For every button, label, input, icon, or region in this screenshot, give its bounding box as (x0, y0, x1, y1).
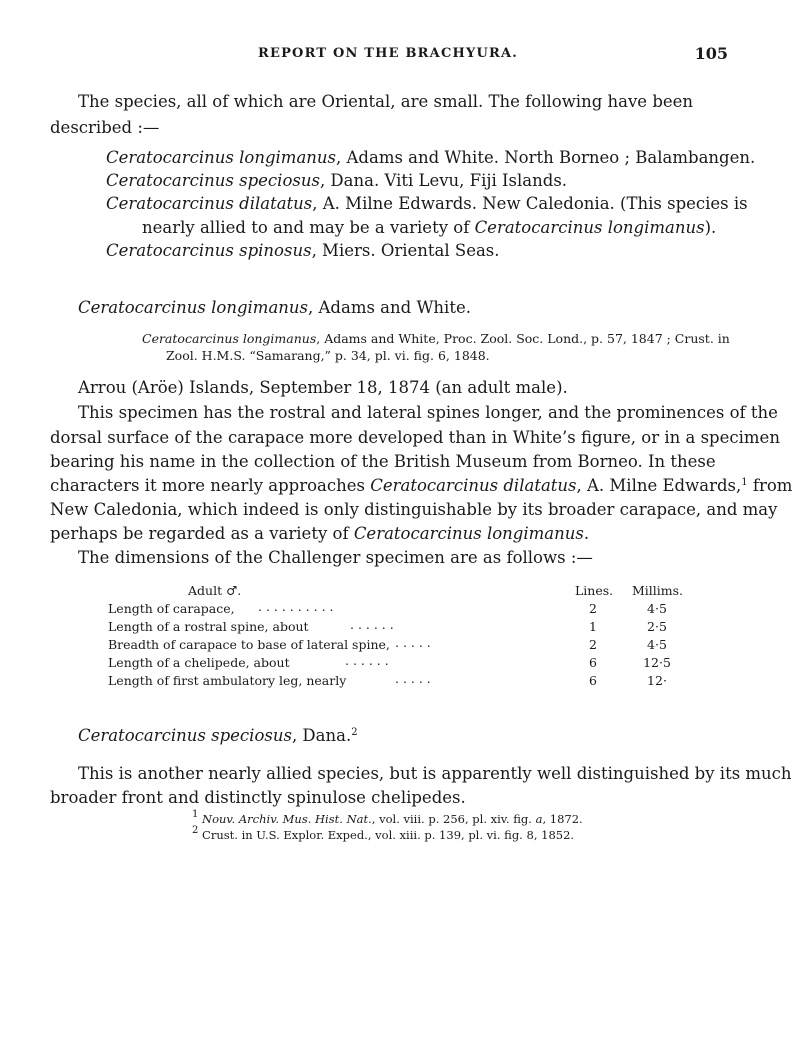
species-name: Ceratocarcinus speciosus (106, 171, 320, 190)
section-heading-longimanus: Ceratocarcinus longimanus, Adams and White. (78, 298, 471, 317)
species-list-item: Ceratocarcinus speciosus, Dana. Viti Levu, Fiji Islands. (106, 171, 568, 190)
intro-line-1: The species, all of which are Oriental, are small. The following have been (78, 92, 694, 111)
footnote-ref-1: 1 (741, 477, 748, 488)
footnote-1: $^1$ Nouv. Archiv. Mus. Hist. Nat., vol. viii. p. 256, pl. xiv. fig. a, 1872. (192, 809, 583, 826)
page: REPORT ON THE BRACHYURA. 105 The species, all of which are Oriental, are small. The following have been described :— Ceratocarcinus longimanus, Adams and White. North Borneo ; Balambangen. Ceratocarcinus speciosus, Dana. Viti Levu, Fiji Islands. Ceratocarcinus dilatatus, A. Milne Edwards. New Caledonia. (This species is nearly allied to and may be a variety of Ceratocarcinus longimanus). Ceratocarcinus spinosus, Miers. Oriental Seas. Ceratocarcinus longimanus, Adams and White. Ceratocarcinus longimanus, Adams and White, Proc. Zool. Soc. Lond., p. 57, 1847 ; Crust. in Zool. H.M.S. “Samarang,” p. 34, pl. vi. fig. 6, 1848. Arrou (Aröe) Islands, September 18, 1874 (an adult male). This specimen has the rostral and lateral spines longer, and the prominences of the dorsal surface of the carapace more developed than in White’s figure, or in a specimen bearing his name in the collection of the British Museum from Borneo. In these characters it more nearly approaches Ceratocarcinus dilatatus, A. Milne Edwards,$^1$ from New Caledonia, which indeed is only distinguishable by its broader carapace, and may perhaps be regarded as a variety of Ceratocarcinus longimanus. The dimensions of the Challenger specimen are as follows :— Adult ♂. Lines. Millims. Length of carapace, . . . . . . . . . . 2 4·5 Length of a rostral spine, about . . . . . . 1 2·5 Breadth of carapace to base of lateral spine, . . . . . 2 4·5 Length of a chelipede, about . . . . . . 6 12·5 Length of first ambulatory leg, nearly . . . . . 6 12· Ceratocarcinus speciosus, Dana.$^2$ This is another nearly allied species, but is apparently well distinguished by its much broader front and distinctly spinulose chelipedes. $^1$ Nouv. Archiv. Mus. Hist. Nat., vol. viii. p. 256, pl. xiv. fig. a, 1872. $^2$ Crust. in U.S. Explor. Exped., vol. xiii. p. 139, pl. vi. fig. 8, 1852. (0, 0, 776, 1050)
species-name: Ceratocarcinus spinosus (106, 241, 312, 260)
section-heading-speciosus: Ceratocarcinus speciosus, Dana.$^2$ (78, 726, 358, 745)
paragraph-line: bearing his name in the collection of the British Museum from Borneo. In these (50, 452, 716, 471)
species-list-item: Ceratocarcinus longimanus, Adams and White. North Borneo ; Balambangen. (106, 148, 756, 167)
running-header-title: REPORT ON THE BRACHYURA. (257, 46, 519, 61)
table-caption: Adult ♂. (188, 583, 242, 598)
reference-line-2: Zool. H.M.S. “Samarang,” p. 34, pl. vi. fig. 6, 1848. (166, 348, 490, 363)
reference-line-1: Ceratocarcinus longimanus, Adams and White, Proc. Zool. Soc. Lond., p. 57, 1847 ; Crust. in (142, 331, 730, 346)
paragraph-line: characters it more nearly approaches Ceratocarcinus dilatatus, A. Milne Edwards,$^1$ from (50, 476, 792, 495)
species-list-item: Ceratocarcinus spinosus, Miers. Oriental Seas. (106, 241, 500, 260)
paragraph-line: This specimen has the rostral and lateral spines longer, and the prominences of the (78, 403, 778, 422)
species-list-continuation: nearly allied to and may be a variety of Ceratocarcinus longimanus). (142, 218, 717, 237)
footnote-2: $^2$ Crust. in U.S. Explor. Exped., vol. xiii. p. 139, pl. vi. fig. 8, 1852. (192, 825, 575, 842)
locality-line: Arrou (Aröe) Islands, September 18, 1874 (an adult male). (78, 378, 568, 397)
paragraph-line: broader front and distinctly spinulose chelipedes. (50, 788, 466, 807)
footnote-ref-2: 2 (351, 727, 358, 738)
table-header-lines: Lines. (575, 583, 614, 598)
intro-line-2: described :— (50, 118, 160, 137)
page-number: 105 (694, 44, 728, 63)
table-header-millims: Millims. (632, 583, 684, 598)
paragraph-line: perhaps be regarded as a variety of Ceratocarcinus longimanus. (50, 524, 590, 543)
paragraph-line: New Caledonia, which indeed is only distinguishable by its broader carapace, and may (50, 500, 778, 519)
species-list-item: Ceratocarcinus dilatatus, A. Milne Edwards. New Caledonia. (This species is (106, 194, 748, 213)
paragraph-line: dorsal surface of the carapace more developed than in White’s figure, or in a specimen (50, 428, 780, 447)
paragraph-line: This is another nearly allied species, but is apparently well distinguished by its much (78, 764, 792, 783)
species-name: Ceratocarcinus dilatatus (106, 194, 313, 213)
species-name: Ceratocarcinus longimanus (106, 148, 337, 167)
dimensions-intro: The dimensions of the Challenger specimen are as follows :— (78, 548, 593, 567)
